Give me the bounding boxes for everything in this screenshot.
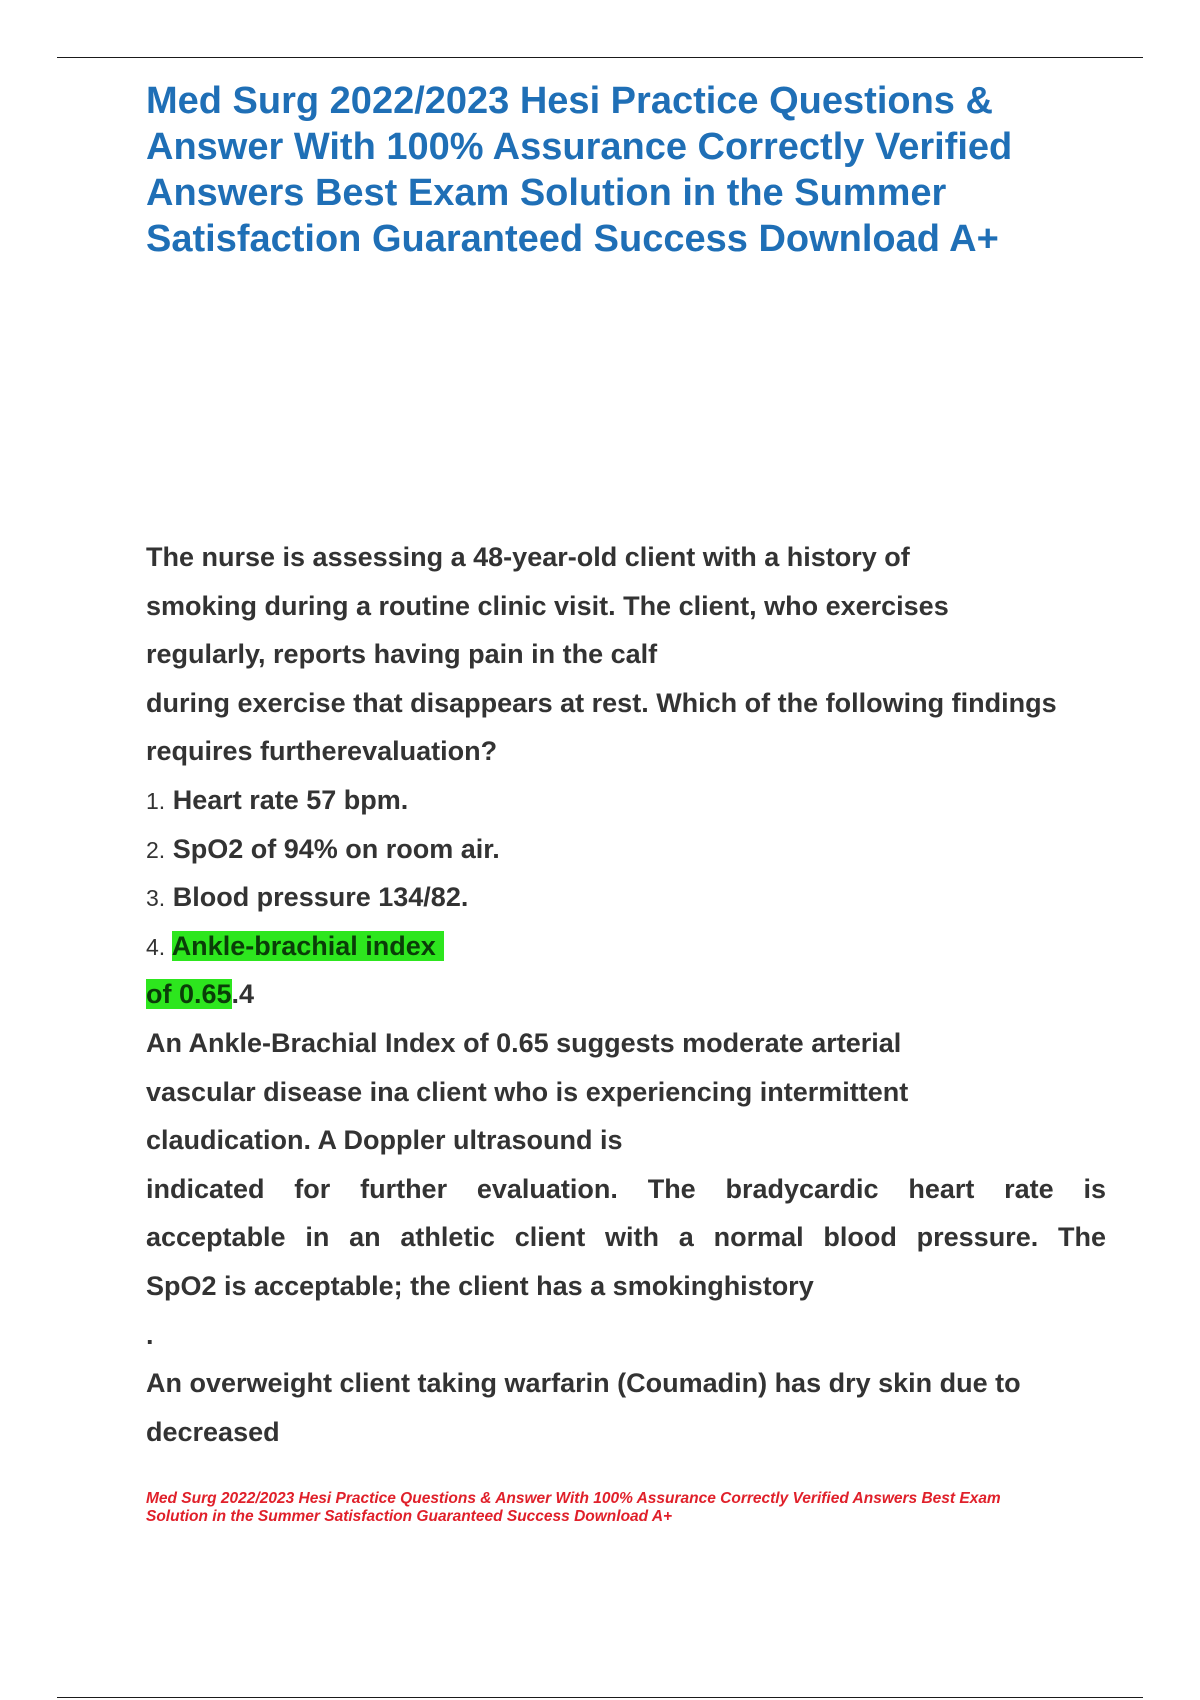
bottom-rule xyxy=(57,1697,1143,1698)
rationale-line: acceptable in an athletic client with a normal blood pressure. The xyxy=(146,1222,1106,1253)
rationale-line: . xyxy=(146,1319,154,1350)
question-line: regularly, reports having pain in the calf xyxy=(146,639,658,670)
rationale-line: claudication. A Doppler ultrasound is xyxy=(146,1125,623,1156)
option-number: 4. xyxy=(146,933,166,960)
rationale-line: indicated for further evaluation. The bradycardic heart rate is xyxy=(146,1173,1106,1204)
question-line: An overweight client taking warfarin (Coumadin) has dry skin due to xyxy=(146,1368,1021,1399)
question-line: decreased xyxy=(146,1416,280,1447)
rationale-line: vascular disease ina client who is experiencing intermittent xyxy=(146,1076,909,1107)
top-rule xyxy=(57,57,1143,58)
option-text: SpO2 of 94% on room air. xyxy=(172,833,500,864)
question-line: requires furtherevaluation? xyxy=(146,736,498,767)
highlighted-answer: Ankle-brachial index xyxy=(172,931,444,961)
option-number: 2. xyxy=(146,836,166,863)
option-text: Heart rate 57 bpm. xyxy=(172,784,409,815)
question-line: during exercise that disappears at rest. Which of the following findings xyxy=(146,687,1057,718)
answer-option-4 xyxy=(146,922,1106,971)
question-line: The nurse is assessing a 48-year-old client with a history of xyxy=(146,542,910,572)
option-text: Blood pressure 134/82. xyxy=(172,882,469,913)
answer-option-3 xyxy=(146,873,1106,922)
highlighted-answer-continuation: of 0.65 xyxy=(146,979,232,1010)
answer-option-1 xyxy=(146,776,1106,825)
rationale-line: An Ankle-Brachial Index of 0.65 suggests moderate arterial xyxy=(146,1027,902,1058)
answer-continuation xyxy=(146,970,1106,1019)
rationale-line: SpO2 is acceptable; the client has a smokinghistory xyxy=(146,1270,814,1301)
document-title: Med Surg 2022/2023 Hesi Practice Questions & Answer With 100% Assurance Correctly Verified Answers Best Exam Solution in the Summer Satisfaction Guaranteed Success Download A+ xyxy=(146,80,1013,260)
question-line: smoking during a routine clinic visit. The client, who exercises xyxy=(146,590,949,621)
option-number: 3. xyxy=(146,885,166,912)
option-number: 1. xyxy=(146,787,166,814)
answer-key: .4 xyxy=(231,979,255,1010)
answer-option-2 xyxy=(146,825,1106,874)
page-footer: Med Surg 2022/2023 Hesi Practice Questions & Answer With 100% Assurance Correctly Verified Answers Best Exam Solution in the Summer Satisfaction Guaranteed Success Download A+ xyxy=(146,1490,1001,1525)
document-body xyxy=(146,533,1106,1456)
